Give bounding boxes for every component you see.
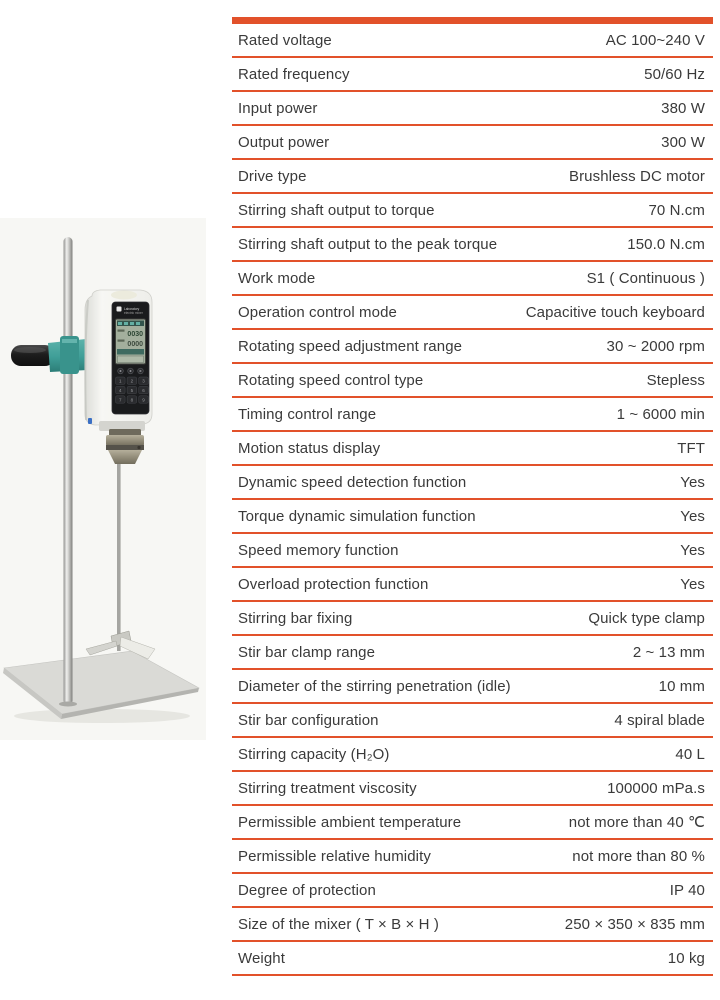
spec-row-value: 100000 mPa.s xyxy=(607,779,705,797)
spec-row-label: Diameter of the stirring penetration (idle) xyxy=(238,677,511,695)
spec-row xyxy=(232,738,713,772)
spec-row-label: Overload protection function xyxy=(238,575,429,593)
panel-brand-line1: Laboratory xyxy=(124,307,140,311)
spec-row xyxy=(232,432,713,466)
spec-row xyxy=(232,942,713,976)
brand-logo-icon xyxy=(117,307,122,312)
spec-row-label: Work mode xyxy=(238,269,316,287)
stirring-shaft xyxy=(117,455,121,651)
spec-row-label: Stirring shaft output to the peak torque xyxy=(238,235,498,253)
keypad-key-label: 1 xyxy=(119,378,122,384)
spec-row xyxy=(232,500,713,534)
spec-row-value: Yes xyxy=(680,575,705,593)
spec-row xyxy=(232,58,713,92)
spec-row xyxy=(232,704,713,738)
spec-row-value: TFT xyxy=(677,439,705,457)
spec-row-value: Yes xyxy=(680,507,705,525)
panel-touch-buttons xyxy=(118,368,144,374)
spec-row-value: 30 ~ 2000 rpm xyxy=(606,337,705,355)
spec-row-value: not more than 80 % xyxy=(572,847,705,865)
spec-row-value: Stepless xyxy=(646,371,705,389)
spec-row-value: Yes xyxy=(680,473,705,491)
keypad-key-label: 6 xyxy=(142,388,145,393)
spec-row-label: Weight xyxy=(238,949,286,967)
spec-row-value: 150.0 N.cm xyxy=(627,235,705,253)
spec-row-value: Yes xyxy=(680,541,705,559)
spec-row-label: Permissible relative humidity xyxy=(238,847,431,865)
spec-row-label: Stirring capacity (H₂O) xyxy=(238,745,390,763)
support-rod xyxy=(64,237,73,705)
keypad-key-label: 8 xyxy=(130,397,134,403)
spec-row-label: Speed memory function xyxy=(238,541,399,559)
stirrer-illustration xyxy=(0,200,232,745)
panel-brand-line2: electric mixer xyxy=(124,311,143,315)
spec-row-value: 10 mm xyxy=(658,677,705,695)
spec-row xyxy=(232,670,713,704)
spec-row-value: Capacitive touch keyboard xyxy=(525,303,705,321)
spec-row xyxy=(232,24,713,58)
chuck-body xyxy=(106,435,144,446)
spec-row xyxy=(232,228,713,262)
spec-row-value: 40 L xyxy=(675,745,705,763)
spec-row xyxy=(232,466,713,500)
blue-accent xyxy=(88,418,92,424)
product-photo xyxy=(0,200,232,745)
spec-row-value: 380 W xyxy=(661,99,705,117)
spec-row-label: Stirring shaft output to torque xyxy=(238,201,435,219)
spec-row-label: Operation control mode xyxy=(238,303,397,321)
spec-row xyxy=(232,126,713,160)
spec-row-label: Degree of protection xyxy=(238,881,376,899)
spec-row-value: IP 40 xyxy=(669,881,705,899)
spec-row xyxy=(232,908,713,942)
spec-row-value: 70 N.cm xyxy=(648,201,705,219)
keypad-key-label: 5 xyxy=(130,388,134,393)
spec-row-label: Rotating speed adjustment range xyxy=(238,337,463,355)
spec-row-label: Rated voltage xyxy=(238,31,332,49)
spec-row-value: 250 × 350 × 835 mm xyxy=(564,915,705,933)
spec-row xyxy=(232,806,713,840)
display-speed-value: 0030 xyxy=(127,331,143,338)
spec-row xyxy=(232,772,713,806)
spec-row-value: 2 ~ 13 mm xyxy=(632,643,705,661)
chuck-collar xyxy=(109,429,141,436)
spec-row-value: Brushless DC motor xyxy=(568,167,705,185)
spec-row xyxy=(232,636,713,670)
spec-row xyxy=(232,568,713,602)
spec-row-label: Timing control range xyxy=(238,405,377,423)
spec-row xyxy=(232,92,713,126)
keypad-key-label: 4 xyxy=(119,388,122,393)
keypad-key-label: 2 xyxy=(130,378,134,384)
spec-row xyxy=(232,296,713,330)
spec-row-label: Dynamic speed detection function xyxy=(238,473,467,491)
spec-row-label: Input power xyxy=(238,99,318,117)
spec-table xyxy=(232,17,713,976)
keypad-key-label: 9 xyxy=(142,397,145,403)
keypad-key-label: 7 xyxy=(119,397,122,403)
spec-row-value: Quick type clamp xyxy=(588,609,705,627)
spec-row-label: Stir bar configuration xyxy=(238,711,379,729)
spec-row-label: Permissible ambient temperature xyxy=(238,813,462,831)
spec-row-label: Drive type xyxy=(238,167,307,185)
spec-row xyxy=(232,398,713,432)
spec-row-label: Stirring bar fixing xyxy=(238,609,353,627)
spec-row-label: Rated frequency xyxy=(238,65,350,83)
spec-row xyxy=(232,840,713,874)
spec-row-label: Torque dynamic simulation function xyxy=(238,507,476,525)
spec-row-value: 50/60 Hz xyxy=(644,65,705,83)
spec-row xyxy=(232,330,713,364)
spec-row xyxy=(232,194,713,228)
spec-row-label: Stir bar clamp range xyxy=(238,643,376,661)
spec-row-value: not more than 40 ℃ xyxy=(568,814,705,831)
spec-row xyxy=(232,602,713,636)
spec-row xyxy=(232,364,713,398)
spec-row-value: 300 W xyxy=(661,133,705,151)
spec-row xyxy=(232,262,713,296)
spec-row-value: 4 spiral blade xyxy=(614,711,705,729)
display-timer-value: 0000 xyxy=(127,341,143,348)
spec-table-top-bar xyxy=(232,17,713,24)
spec-row-label: Output power xyxy=(238,133,330,151)
spec-row-label: Stirring treatment viscosity xyxy=(238,779,417,797)
spec-table-rows xyxy=(232,24,713,976)
spec-row-value: AC 100~240 V xyxy=(605,31,705,49)
spec-row xyxy=(232,874,713,908)
spec-row-value: 10 kg xyxy=(667,949,705,967)
stirrer-body-top-cap xyxy=(111,291,137,300)
spec-row-label: Motion status display xyxy=(238,439,381,457)
spec-row-label: Rotating speed control type xyxy=(238,371,424,389)
keypad-key-label: 3 xyxy=(142,378,145,384)
spec-row-label: Size of the mixer ( T × B × H ) xyxy=(238,915,439,933)
spec-row xyxy=(232,160,713,194)
spec-row xyxy=(232,534,713,568)
spec-row-value: 1 ~ 6000 min xyxy=(616,405,705,423)
keypad-group xyxy=(116,377,149,403)
spec-row-value: S1 ( Continuous ) xyxy=(586,269,705,287)
